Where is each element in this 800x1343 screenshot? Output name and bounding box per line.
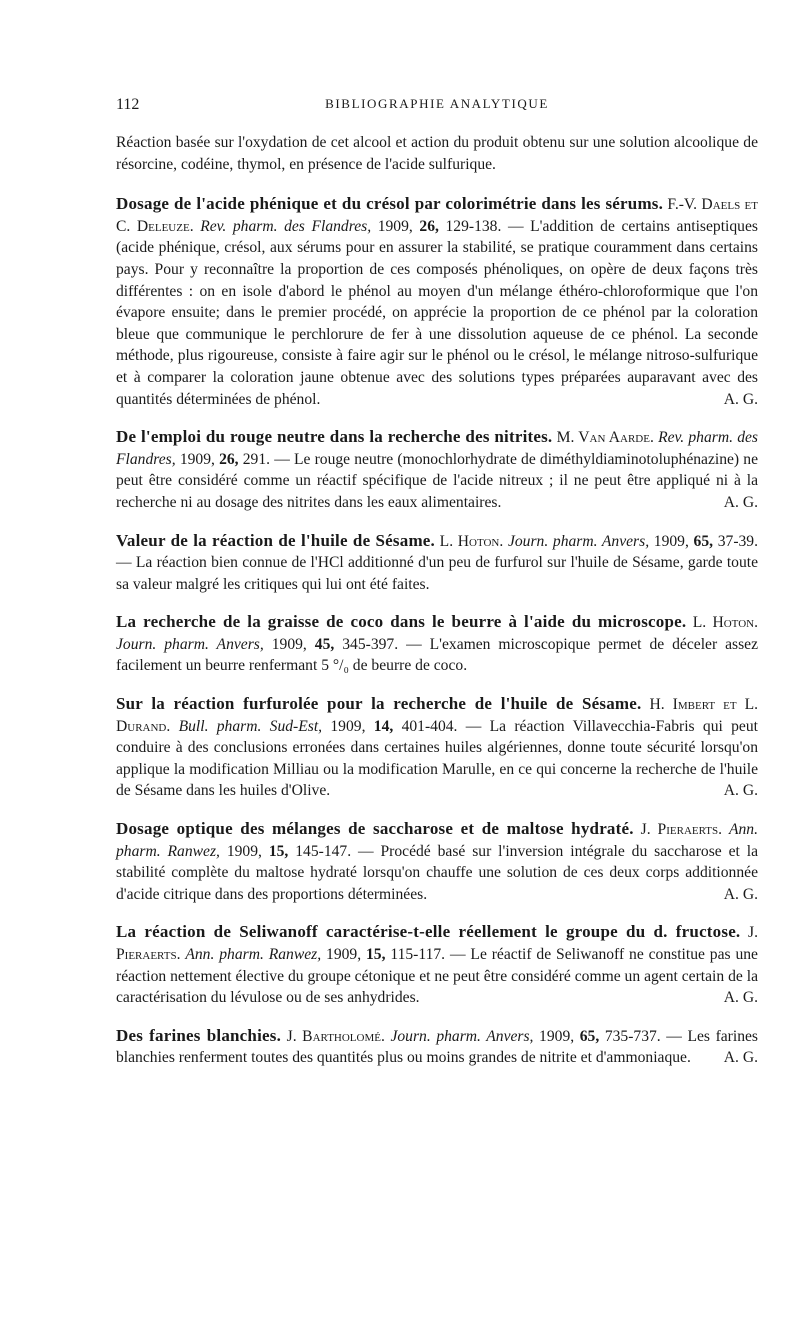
entry-pages: 735-737. bbox=[604, 1027, 661, 1045]
entry-volume: 26, bbox=[419, 217, 439, 235]
entry-body: — Le rouge neutre (monochlorhydrate de diméthyldiaminotoluphénazine) ne peut être considéré comme un réactif spécifique de l'acide nitreux ; il ne peut être appliqué ni à la recherche ni au dosage des nitrites dans les eaux alimentaires. bbox=[116, 450, 759, 511]
entry-journal: Rev. pharm. des Flandres, bbox=[200, 217, 372, 235]
entry-authors: L. Hoton. bbox=[439, 532, 504, 550]
entry-title: Sur la réaction furfurolée pour la recherche de l'huile de Sésame. bbox=[116, 694, 642, 714]
entry-year: 1909, bbox=[653, 532, 689, 550]
entry-authors: H. Imbert et L. Durand. bbox=[116, 696, 758, 735]
document-page bbox=[116, 96, 758, 1085]
continuation-paragraph: Réaction basée sur l'oxydation de cet alcool et action du produit obtenu sur une solution alcoolique de résorcine, codéine, thymol, en présence de l'acide sulfurique. bbox=[116, 134, 758, 173]
entry-authors: J. Bartholomé. bbox=[286, 1027, 385, 1045]
entry-authors: J. Pieraerts. bbox=[640, 821, 723, 839]
entry-pages: 129-138. bbox=[445, 217, 502, 235]
bibliography-entry bbox=[116, 921, 758, 1008]
entry-journal: Ann. pharm. Ranwez, bbox=[116, 821, 759, 860]
entry-authors: M. Van Aarde. bbox=[556, 429, 654, 447]
entry-year: 1909, bbox=[326, 946, 362, 963]
entry-body: — La réaction bien connue de l'HCl additionné d'un peu de furfurol sur l'huile de Sésame, garde toute sa valeur malgré les critiques qui lui ont été faites. bbox=[116, 554, 758, 593]
entry-signature: A. G. bbox=[723, 493, 758, 511]
entry-volume: 65, bbox=[579, 1027, 600, 1045]
entry-journal: Journ. pharm. Anvers, bbox=[507, 532, 650, 550]
entry-signature: A. G. bbox=[723, 885, 758, 903]
entry-title: Dosage optique des mélanges de saccharose et de maltose hydraté. bbox=[116, 819, 634, 839]
entry-authors: F.-V. Daels et C. Deleuze. bbox=[116, 196, 758, 235]
entry-pages: 115-117. bbox=[390, 946, 446, 963]
running-title: BIBLIOGRAPHIE ANALYTIQUE bbox=[325, 96, 549, 111]
entry-pages: 291. bbox=[242, 450, 271, 468]
entry-journal: Journ. pharm. Anvers, bbox=[390, 1027, 534, 1045]
bibliography-entry bbox=[116, 426, 758, 513]
entry-pages: 401-404. bbox=[401, 717, 458, 735]
bibliography-entry bbox=[116, 611, 758, 677]
entry-volume: 14, bbox=[373, 717, 394, 735]
entry-title: Valeur de la réaction de l'huile de Sésame. bbox=[116, 530, 435, 550]
entry-body: — L'examen microscopique permet de déceler assez facilement un beurre renfermant 5 °/₀ de beurre de coco. bbox=[116, 635, 758, 675]
entry-body: — Le réactif de Seliwanoff ne constitue pas une réaction nettement élective du groupe cétonique et ne peut être considéré comme un agent certain de la caractérisation du lévulose ou de ses anhydrides. bbox=[116, 946, 758, 1007]
entry-year: 1909, bbox=[539, 1027, 575, 1045]
entry-authors: L. Hoton. bbox=[692, 614, 758, 632]
entry-pages: 345-397. bbox=[342, 635, 399, 653]
entry-body: — L'addition de certains antiseptiques (acide phénique, crésol, aux sérums pour en assurer la stabilité, se pratique couramment dans certains pays. Pour y reconnaître la proportion de ces composés phénoliques, on opère de deux façons très différentes : on en isole d'abord le phénol au moyen d'un mélange éthéro-chloroformique que l'on évapore ensuite; dans le premier procédé, on apprécie la proportion de ce phénol par la coloration bleue que communique le perchlorure de fer à une dissolution aqueuse de ce phénol. La seconde méthode, plus rigoureuse, consiste à faire agir sur le phénol ou le crésol, le mélange nitroso-sulfurique et à comparer la coloration jaune obtenue avec des solutions types préparées auparavant avec des quantités déterminées de phénol. bbox=[116, 217, 758, 408]
entry-volume: 15, bbox=[365, 946, 386, 963]
entry-volume: 65, bbox=[693, 532, 714, 550]
entry-volume: 45, bbox=[314, 635, 335, 653]
entry-year: 1909, bbox=[271, 635, 307, 653]
entry-body: — Procédé basé sur l'inversion intégrale du saccharose et la stabilité complète du maltose hydraté lorsqu'on chauffe une solution de ces deux corps additionnée d'acide citrique dans des proportions déterminées. bbox=[116, 842, 758, 903]
entry-journal: Ann. pharm. Ranwez, bbox=[185, 946, 322, 963]
entry-journal: Bull. pharm. Sud-Est, bbox=[178, 717, 323, 735]
entry-volume: 26, bbox=[219, 450, 239, 468]
bibliography-entry bbox=[116, 193, 758, 410]
entry-year: 1909, bbox=[377, 217, 413, 235]
entry-signature: A. G. bbox=[723, 989, 758, 1007]
bibliography-entry bbox=[116, 1025, 758, 1069]
entry-year: 1909, bbox=[226, 842, 262, 860]
entry-title: La recherche de la graisse de coco dans le beurre à l'aide du microscope. bbox=[116, 612, 687, 632]
entry-signature: A. G. bbox=[723, 1049, 758, 1067]
entry-pages: 145-147. bbox=[295, 842, 352, 860]
entry-title: Des farines blanchies. bbox=[116, 1025, 282, 1045]
entry-signature: A. G. bbox=[723, 782, 758, 800]
entry-title: De l'emploi du rouge neutre dans la recherche des nitrites. bbox=[116, 427, 553, 447]
page-number: 112 bbox=[116, 96, 140, 113]
bibliography-entry bbox=[116, 693, 758, 802]
entry-signature: A. G. bbox=[723, 390, 758, 408]
entry-body: — Les farines blanchies renferment toutes des quantités plus ou moins grandes de nitrite et d'ammoniaque. bbox=[116, 1027, 758, 1067]
entry-year: 1909, bbox=[330, 717, 366, 735]
entry-body: — La réaction Villavecchia-Fabris qui peut conduire à des conclusions erronées dans certaines huiles algériennes, donne toute sécurité lorsqu'on applique la modification Milliau ou la modification Marulle, en ce qui concerne la recherche de l'huile de Sésame dans les huiles d'Olive. bbox=[116, 717, 758, 800]
page-header bbox=[116, 96, 758, 120]
entry-volume: 15, bbox=[268, 842, 289, 860]
bibliography-entry bbox=[116, 530, 758, 596]
bibliography-entry bbox=[116, 818, 758, 905]
entry-title: La réaction de Seliwanoff caractérise-t-elle réellement le groupe du d. fructose. bbox=[116, 922, 741, 942]
entry-journal: Journ. pharm. Anvers, bbox=[116, 635, 264, 653]
entry-title: Dosage de l'acide phénique et du crésol par colorimétrie dans les sérums. bbox=[116, 194, 664, 214]
entry-journal: Rev. pharm. des Flandres, bbox=[116, 429, 758, 468]
entry-year: 1909, bbox=[179, 450, 215, 468]
entry-pages: 37-39. bbox=[717, 532, 758, 550]
entry-authors: J. Pieraerts. bbox=[116, 924, 758, 963]
